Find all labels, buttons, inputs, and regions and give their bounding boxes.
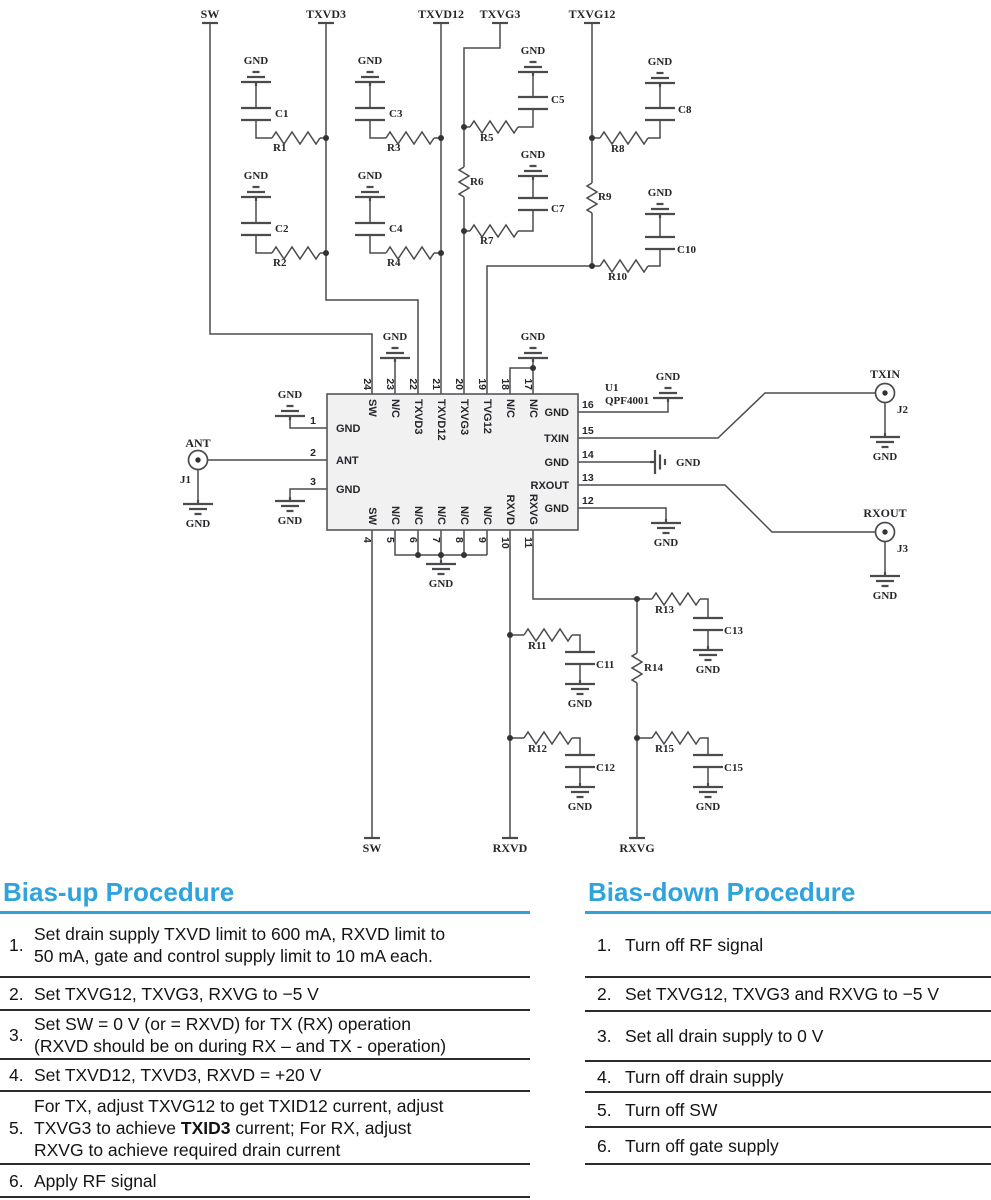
gnd-label: GND (185, 518, 211, 530)
rail-label-txvg12: TXVG12 (568, 7, 616, 21)
pin-number-19: 19 (476, 378, 488, 390)
bias-down-step-3 (585, 1012, 991, 1062)
step-number: 6. (9, 1170, 24, 1191)
rail-label-txvd12: TXVD12 (417, 7, 465, 21)
ref-label-r13: R13 (655, 604, 674, 616)
connector-ref-j1: J1 (180, 474, 191, 486)
step-text: Turn off drain supply (625, 1066, 784, 1087)
step-number: 3. (9, 1024, 24, 1045)
step-number: 2. (597, 984, 612, 1004)
gnd-label: GND (382, 331, 408, 343)
gnd-label: GND (520, 149, 546, 161)
pin-name-rxvd: RXVD (504, 494, 516, 525)
chip-body (327, 394, 578, 530)
pin-name-nc: N/C (389, 399, 401, 418)
pin-name-gnd: GND (336, 484, 361, 496)
pin-number-5: 5 (384, 537, 396, 543)
step-number: 1. (597, 935, 612, 955)
bias-up-step-4 (0, 1060, 530, 1092)
gnd-label: GND (428, 578, 454, 590)
connector-j3 (876, 523, 895, 542)
step-number: 5. (9, 1117, 24, 1138)
pin-name-nc: N/C (527, 399, 539, 418)
gnd-label: GND (243, 170, 269, 182)
bias-up-step-3 (0, 1011, 530, 1060)
gnd-label: GND (243, 55, 269, 67)
gnd-label: GND (647, 56, 673, 68)
pin-name-ant: ANT (336, 455, 359, 467)
pin-name-txvd12: TXVD12 (435, 399, 447, 441)
bias-up-step-2 (0, 978, 530, 1011)
pin-name-gnd: GND (544, 503, 569, 515)
rail-label-txvd3: TXVD3 (305, 7, 347, 21)
ref-label-c15: C15 (724, 762, 743, 774)
connector-j1 (189, 451, 208, 470)
bias-down-procedure (585, 875, 991, 1165)
gnd-label: GND (277, 515, 303, 527)
step-text: Set all drain supply to 0 V (625, 1026, 824, 1046)
gnd-label: GND (567, 698, 593, 710)
pin-name-txvd3: TXVD3 (412, 399, 424, 435)
pin-name-nc: N/C (389, 506, 401, 525)
gnd-label: GND (567, 801, 593, 813)
gnd-label: GND (695, 664, 721, 676)
ref-label-c3: C3 (389, 108, 403, 120)
pin-name-tvg12: TVG12 (481, 399, 493, 434)
pin-name-nc: N/C (504, 399, 516, 418)
pin-number-8: 8 (453, 537, 465, 543)
ref-label-c13: C13 (724, 625, 743, 637)
pin-number-12: 12 (582, 495, 594, 507)
connector-label-ant: ANT (185, 436, 211, 450)
ref-label-r14: R14 (644, 662, 663, 674)
gnd-label: GND (277, 389, 303, 401)
ref-label-r6: R6 (470, 176, 484, 188)
chip-designator: U1 (605, 382, 619, 394)
ref-label-c11: C11 (596, 659, 615, 671)
ref-label-c2: C2 (275, 223, 289, 235)
bias-down-step-5 (585, 1093, 991, 1128)
step-text: Set TXVG12, TXVG3, RXVG to −5 V (34, 983, 319, 1004)
pin-number-15: 15 (582, 425, 594, 437)
ref-label-r10: R10 (608, 271, 627, 283)
gnd-label: GND (872, 451, 898, 463)
pin-number-24: 24 (361, 378, 373, 390)
ref-label-c12: C12 (596, 762, 615, 774)
pin-name-sw-top: SW (366, 399, 378, 417)
gnd-label: GND (357, 170, 383, 182)
pin-number-9: 9 (476, 537, 488, 543)
terminal-label-rxvd: RXVD (492, 841, 528, 855)
connector-label-rxout: RXOUT (863, 506, 907, 520)
step-number: 2. (9, 983, 24, 1004)
gnd-label: GND (676, 457, 701, 469)
pin-number-18: 18 (499, 378, 511, 390)
pin-number-4: 4 (361, 537, 373, 543)
terminal-label-sw: SW (362, 841, 382, 855)
ref-label-r7: R7 (480, 235, 494, 247)
pin-number-20: 20 (453, 378, 465, 390)
bias-up-procedure (0, 875, 530, 1198)
pin-name-gnd: GND (544, 407, 569, 419)
gnd-label: GND (653, 537, 679, 549)
pin-name-nc: N/C (412, 506, 424, 525)
pin-number-11: 11 (522, 537, 534, 549)
chip-pin-numbers-bottom (361, 537, 534, 549)
pin-number-3: 3 (310, 476, 316, 488)
rail-label-sw: SW (200, 7, 220, 21)
pin-number-14: 14 (582, 449, 594, 461)
pin-name-txvg3: TXVG3 (458, 399, 470, 436)
ref-label-r11: R11 (528, 640, 547, 652)
ref-label-r3: R3 (387, 142, 401, 154)
bold-txid3: TXID3 (180, 1117, 231, 1138)
pin-name-nc: N/C (435, 506, 447, 525)
bias-down-step-6 (585, 1128, 991, 1165)
pin-number-16: 16 (582, 399, 594, 411)
gnd-label: GND (357, 55, 383, 67)
ref-label-c1: C1 (275, 108, 289, 120)
ref-label-r9: R9 (598, 191, 612, 203)
pin-name-rxvg: RXVG (527, 493, 539, 525)
gnd-label: GND (520, 331, 546, 343)
step-number: 4. (597, 1066, 612, 1087)
pin-name-sw-bottom: SW (366, 507, 378, 525)
step-text: For TX, adjust TXVG12 to get TXID12 current, adjust TXVG3 to achieve TXID3 current; For RX, adjust RXVG to achieve required drain current (34, 1095, 444, 1160)
ref-label-c8: C8 (678, 104, 692, 116)
chip-part-number: QPF4001 (605, 395, 649, 407)
pin-name-nc: N/C (458, 506, 470, 525)
gnd-label: GND (647, 187, 673, 199)
ref-label-r1: R1 (273, 142, 287, 154)
pin-number-22: 22 (407, 378, 419, 390)
bias-down-step-1 (585, 914, 991, 978)
ref-label-r15: R15 (655, 743, 674, 755)
ref-label-r8: R8 (611, 143, 625, 155)
chip-pin-numbers-top (361, 378, 534, 390)
ref-label-r2: R2 (273, 257, 287, 269)
bias-down-step-4 (585, 1062, 991, 1093)
terminal-label-rxvg: RXVG (619, 841, 655, 855)
pin-number-2: 2 (310, 447, 316, 459)
step-text: Set TXVG12, TXVG3 and RXVG to −5 V (625, 984, 940, 1004)
connector-ref-j2: J2 (897, 404, 908, 416)
gnd-label: GND (655, 371, 681, 383)
gnd-label: GND (695, 801, 721, 813)
step-number: 1. (9, 935, 24, 955)
ref-label-c4: C4 (389, 223, 403, 235)
bias-up-step-1 (0, 914, 530, 978)
pin-number-21: 21 (430, 378, 442, 390)
connector-ref-j3: J3 (897, 543, 908, 555)
step-number: 5. (597, 1099, 612, 1120)
pin-number-23: 23 (384, 378, 396, 390)
pin-name-gnd: GND (544, 457, 569, 469)
rail-label-txvg3: TXVG3 (479, 7, 521, 21)
bias-up-title: Bias-up Procedure (3, 877, 235, 907)
step-text: Set TXVD12, TXVD3, RXVD = +20 V (34, 1065, 322, 1085)
step-text: Turn off RF signal (625, 935, 764, 955)
ref-label-r5: R5 (480, 132, 494, 144)
ref-label-c7: C7 (551, 203, 565, 215)
bias-down-title: Bias-down Procedure (588, 877, 856, 907)
step-text: Set SW = 0 V (or = RXVD) for TX (RX) operation (RXVD should be on during RX – and TX - operation) (34, 1013, 447, 1056)
ref-label-c5: C5 (551, 94, 565, 106)
connector-j2 (876, 384, 895, 403)
pin-name-rxout: RXOUT (530, 480, 569, 492)
step-text: Apply RF signal (34, 1170, 157, 1191)
bias-down-step-2 (585, 978, 991, 1012)
pin-name-txin: TXIN (543, 433, 569, 445)
pin-name-nc: N/C (481, 506, 493, 525)
step-number: 3. (597, 1026, 612, 1046)
step-text: Set drain supply TXVD limit to 600 mA, RXVD limit to 50 mA, gate and control supply limit to 10 mA each. (34, 924, 446, 966)
pin-number-7: 7 (430, 537, 442, 543)
ref-label-c10: C10 (677, 244, 696, 256)
ref-label-r12: R12 (528, 743, 547, 755)
gnd-label: GND (520, 45, 546, 57)
pin-number-13: 13 (582, 472, 594, 484)
gnd-label: GND (872, 590, 898, 602)
pin-name-gnd: GND (336, 423, 361, 435)
bias-up-step-6 (0, 1165, 530, 1198)
pin-number-1: 1 (310, 415, 316, 427)
pin-number-17: 17 (522, 378, 534, 390)
bias-up-step-5 (0, 1092, 530, 1165)
pin-number-10: 10 (499, 537, 511, 549)
chip-pins-left (310, 415, 360, 496)
step-number: 6. (597, 1135, 612, 1156)
step-text: Turn off SW (625, 1099, 718, 1120)
step-text: Turn off gate supply (625, 1135, 779, 1156)
step-number: 4. (9, 1065, 24, 1085)
ref-label-r4: R4 (387, 257, 401, 269)
pin-number-6: 6 (407, 537, 419, 543)
connector-label-txin: TXIN (869, 367, 901, 381)
